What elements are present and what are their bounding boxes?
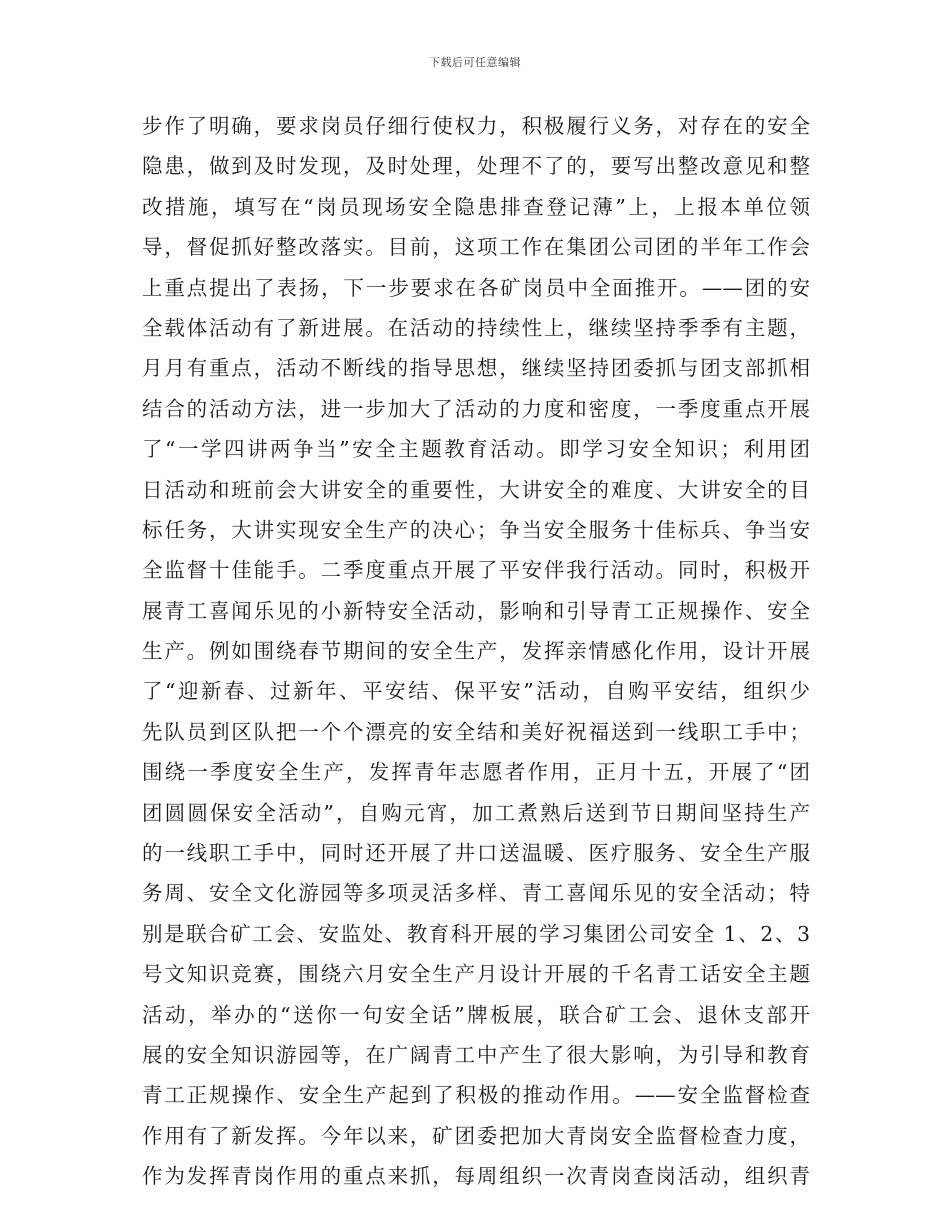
text-line: 作用有了新发挥。今年以来，矿团委把加大青岗安全监督检查力度， bbox=[142, 1123, 810, 1148]
text-line: 先队员到区队把一个个漂亮的安全结和美好祝福送到一线职工手中； bbox=[142, 719, 810, 744]
text-line: 日活动和班前会大讲安全的重要性，大讲安全的难度、大讲安全的目 bbox=[142, 477, 810, 502]
text-line: 务周、安全文化游园等多项灵活多样、青工喜闻乐见的安全活动；特 bbox=[142, 881, 810, 906]
text-line: 展的安全知识游园等，在广阔青工中产生了很大影响，为引导和教育 bbox=[142, 1042, 810, 1067]
text-line: 结合的活动方法，进一步加大了活动的力度和密度，一季度重点开展 bbox=[142, 396, 810, 421]
text-line: 隐患，做到及时发现，及时处理，处理不了的，要写出整改意见和整 bbox=[142, 154, 810, 179]
text-line: 导，督促抓好整改落实。目前，这项工作在集团公司团的半年工作会 bbox=[142, 235, 810, 260]
text-line: 改措施，填写在“岗员现场安全隐患排查登记薄”上，上报本单位领 bbox=[142, 194, 810, 219]
text-line: 团圆圆保安全活动”，自购元宵，加工煮熟后送到节日期间坚持生产 bbox=[142, 800, 810, 825]
document-body bbox=[142, 106, 810, 1197]
text-line: 了“迎新春、过新年、平安结、保平安”活动，自购平安结，组织少 bbox=[142, 679, 810, 704]
text-line: 展青工喜闻乐见的小新特安全活动，影响和引导青工正规操作、安全 bbox=[142, 598, 810, 623]
text-line: 的一线职工手中，同时还开展了井口送温暖、医疗服务、安全生产服 bbox=[142, 841, 810, 866]
text-line: 月月有重点，活动不断线的指导思想，继续坚持团委抓与团支部抓相 bbox=[142, 356, 810, 381]
page-header-note: 下载后可任意编辑 bbox=[429, 56, 521, 69]
text-line: 青工正规操作、安全生产起到了积极的推动作用。——安全监督检查 bbox=[142, 1083, 810, 1108]
text-line: 围绕一季度安全生产，发挥青年志愿者作用，正月十五，开展了“团 bbox=[142, 760, 810, 785]
text-line: 全载体活动有了新进展。在活动的持续性上，继续坚持季季有主题， bbox=[142, 315, 810, 340]
text-line: 了“一学四讲两争当”安全主题教育活动。即学习安全知识；利用团 bbox=[142, 437, 810, 462]
text-line: 别是联合矿工会、安监处、教育科开展的学习集团公司安全 1、2、3 bbox=[142, 921, 810, 946]
text-line: 生产。例如围绕春节期间的安全生产，发挥亲情感化作用，设计开展 bbox=[142, 639, 810, 664]
text-line: 作为发挥青岗作用的重点来抓，每周组织一次青岗查岗活动，组织青 bbox=[142, 1164, 810, 1189]
text-line: 活动，举办的“送你一句安全话”牌板展，联合矿工会、退休支部开 bbox=[142, 1002, 810, 1027]
text-line: 号文知识竞赛，围绕六月安全生产月设计开展的千名青工话安全主题 bbox=[142, 962, 810, 987]
text-line: 标任务，大讲实现安全生产的决心；争当安全服务十佳标兵、争当安 bbox=[142, 517, 810, 542]
text-line: 步作了明确，要求岗员仔细行使权力，积极履行义务，对存在的安全 bbox=[142, 114, 810, 138]
text-line: 上重点提出了表扬，下一步要求在各矿岗员中全面推开。——团的安 bbox=[142, 275, 810, 300]
text-line: 全监督十佳能手。二季度重点开展了平安伴我行活动。同时，积极开 bbox=[142, 558, 810, 583]
